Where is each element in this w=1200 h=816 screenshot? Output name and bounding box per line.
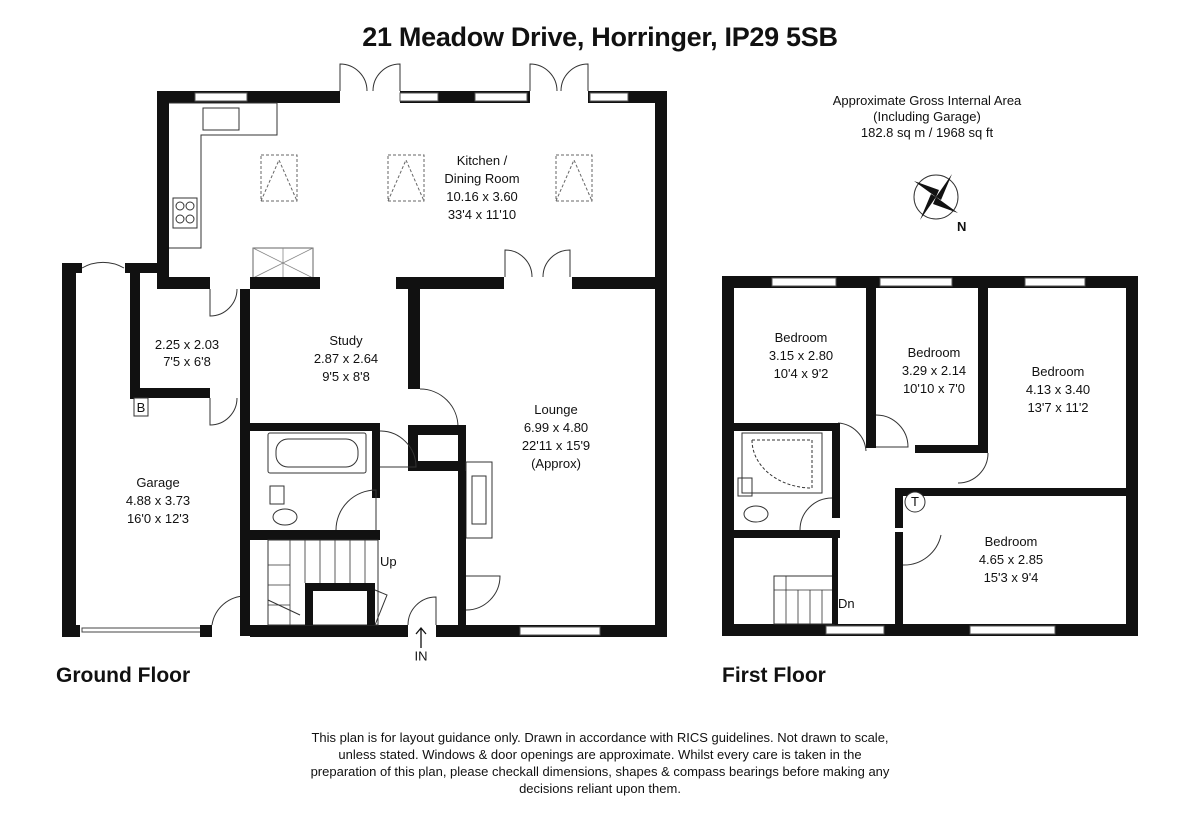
bedroom2-metric: 3.29 x 2.14: [901, 363, 967, 378]
lounge-right-wall: [655, 91, 667, 636]
ground-stairs: [268, 540, 378, 625]
garage-name: Garage: [136, 475, 180, 490]
garage-metric: 4.88 x 3.73: [125, 493, 191, 508]
window: [475, 93, 527, 101]
fireplace-icon: [466, 462, 492, 538]
first-stairs-label: Dn: [838, 596, 855, 611]
bedroom4-label: [979, 534, 1043, 585]
kitchen-label: [444, 153, 519, 222]
window: [520, 627, 600, 635]
ground-front-wall: [250, 625, 408, 637]
disclaimer-line-4: decisions reliant upon them.: [519, 781, 681, 796]
garage-label: [126, 475, 190, 526]
bedroom3-imperial: 13'7 x 11'2: [1027, 400, 1089, 415]
bedroom1-label: [769, 330, 833, 381]
basin-icon: [270, 486, 284, 504]
rooflight: [261, 155, 297, 201]
ground-floor-label: Ground Floor: [56, 664, 191, 687]
bedroom4-metric: 4.65 x 2.85: [978, 552, 1044, 567]
window: [772, 278, 836, 286]
kitchen-imperial: 33'4 x 11'10: [447, 207, 517, 222]
entrance-arrow-icon: [416, 628, 426, 648]
disclaimer-line-2: unless stated. Windows & door openings are approximate. Whilst every care is taken in the: [338, 747, 862, 762]
disclaimer-line-3: preparation of this plan, please checkall dimensions, shapes & compass bearings before making any: [310, 764, 890, 779]
utility-metric: 2.25 x 2.03: [154, 337, 220, 352]
kitchen-metric: 10.16 x 3.60: [446, 189, 518, 204]
rooflight: [388, 155, 424, 201]
compass-rose-icon: [914, 174, 966, 234]
plan-title: 21 Meadow Drive, Horringer, IP29 5SB: [362, 22, 838, 52]
toilet-icon: [273, 509, 297, 525]
window: [195, 93, 247, 101]
window: [826, 626, 884, 634]
study-label: [314, 333, 378, 384]
entrance-label: IN: [414, 648, 428, 664]
bedroom1-imperial: 10'4 x 9'2: [773, 366, 829, 381]
utility-imperial: 7'5 x 6'8: [163, 354, 211, 369]
lounge-imperial: 22'11 x 15'9: [521, 438, 591, 453]
bedroom3-name: Bedroom: [1031, 364, 1085, 379]
lounge-metric: 6.99 x 4.80: [523, 420, 589, 435]
utility-label: [155, 337, 219, 369]
bedroom1-metric: 3.15 x 2.80: [768, 348, 834, 363]
kitchen-left-wall: [157, 91, 169, 283]
rooflight: [556, 155, 592, 201]
french-door-opening: [340, 91, 400, 103]
ground-stairs-label: Up: [380, 554, 397, 569]
bedroom4-imperial: 15'3 x 9'4: [983, 570, 1039, 585]
kitchen-lounge-wall: [396, 277, 504, 289]
lounge-label: [522, 402, 590, 471]
study-name: Study: [329, 333, 363, 348]
lounge-name: Lounge: [534, 402, 578, 417]
kitchen-worktop: [169, 103, 277, 248]
garage-door: [82, 628, 202, 632]
window: [1025, 278, 1085, 286]
garage-imperial: 16'0 x 12'3: [126, 511, 190, 526]
first-stairs: [774, 576, 834, 624]
bedroom3-metric: 4.13 x 3.40: [1025, 382, 1091, 397]
window: [970, 626, 1055, 634]
area-line-1: Approximate Gross Internal Area: [832, 93, 1022, 108]
window: [590, 93, 628, 101]
sink-icon: [203, 108, 239, 130]
compass-north-label: N: [957, 219, 967, 234]
boiler-label: B: [136, 400, 146, 415]
first-floor-label: First Floor: [722, 664, 826, 687]
bedroom2-name: Bedroom: [907, 345, 961, 360]
toilet-icon: [744, 506, 768, 522]
kitchen-name-2: Dining Room: [444, 171, 520, 186]
bedroom1-name: Bedroom: [774, 330, 828, 345]
disclaimer-line-1: This plan is for layout guidance only. Drawn in accordance with RICS guidelines. Not drawn to scale,: [311, 730, 889, 745]
french-door-opening: [530, 91, 588, 103]
bedroom2-imperial: 10'10 x 7'0: [902, 381, 966, 396]
lounge-note: (Approx): [531, 456, 581, 471]
area-line-2: (Including Garage): [873, 109, 981, 124]
window: [880, 278, 952, 286]
window: [400, 93, 438, 101]
bedroom4-name: Bedroom: [984, 534, 1038, 549]
bedroom3-label: [1026, 364, 1090, 415]
hob-icon: [173, 198, 197, 228]
area-line-3: 182.8 sq m / 1968 sq ft: [860, 125, 994, 140]
disclaimer: [290, 729, 910, 797]
garage-left-wall: [62, 263, 76, 637]
kitchen-name: Kitchen /: [456, 153, 508, 168]
tank-label: T: [911, 494, 919, 509]
study-metric: 2.87 x 2.64: [313, 351, 379, 366]
bedroom2-label: [902, 345, 966, 396]
shower-icon: [742, 433, 822, 493]
study-imperial: 9'5 x 8'8: [322, 369, 370, 384]
